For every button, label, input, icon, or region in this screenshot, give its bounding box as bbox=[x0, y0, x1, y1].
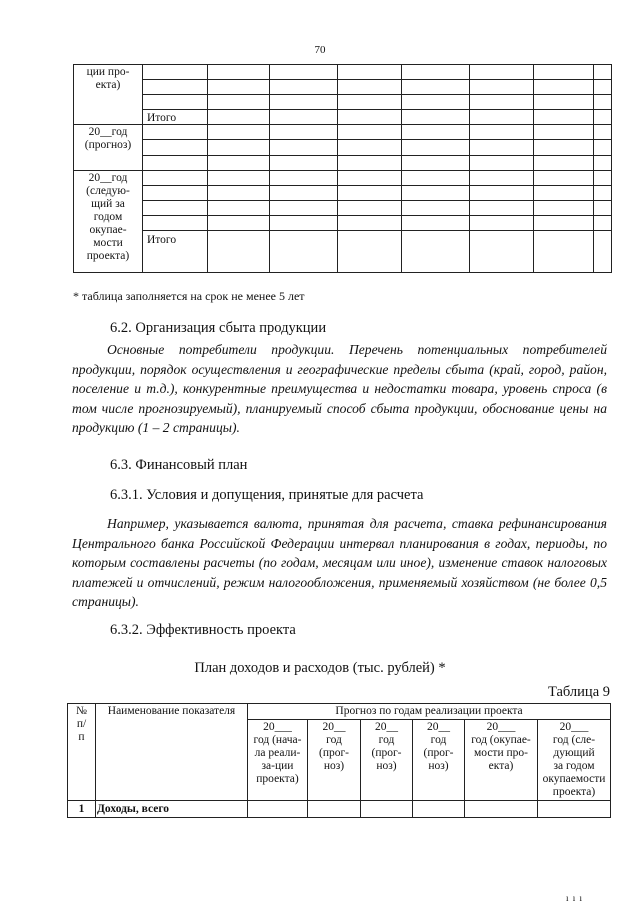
col-indicator-header: Наименование показателя bbox=[96, 704, 248, 801]
revenue-continuation-table bbox=[73, 64, 612, 273]
year-col-forecast: 20__ год (прог- ноз) bbox=[308, 720, 361, 801]
corner-mark: ı ı ı bbox=[566, 893, 584, 903]
total-label: Итого bbox=[143, 231, 208, 273]
table-label: Таблица 9 bbox=[547, 684, 610, 700]
section-6-2-text: Основные потребители продукции. Перечень потенциальных потребителей продукции, порядок осуществления и географические пределы сбыта (край, город, район, поселение и т.д.), конкурентные преимущества и недостатки товара, уровень спроса (в том числе прогнозируемый), планируемый способ сбыта продукции, обоснование цены на продукцию (1 – 2 страницы). bbox=[72, 342, 607, 435]
row-name: Доходы, всего bbox=[96, 801, 248, 818]
row-label-payback-year: 20__год (следую- щий за годом окупае- мости проекта) bbox=[74, 171, 143, 273]
year-col-start: 20___ год (нача- ла реали- за-ции проекта) bbox=[248, 720, 308, 801]
year-col-after-payback: 20___ год (сле- дующий за годом окупаемости проекта) bbox=[538, 720, 611, 801]
section-6-2-heading: 6.2. Организация сбыта продукции bbox=[110, 320, 327, 336]
forecast-header: Прогноз по годам реализации проекта bbox=[248, 704, 611, 720]
income-expense-table bbox=[67, 703, 611, 818]
row-label-forecast-year: 20__год (прогноз) bbox=[74, 125, 143, 171]
section-6-3-1-text: Например, указывается валюта, принятая для расчета, ставка рефинансирования Центрального банка Российской Федерации интервал планирования в годах, периоды, по которым составлены расчеты (по годам, месяцам или иное), изменение ставок налоговых платежей и отчислений, режим налогообложения, применяемый хозяйством (не более 0,5 страницы). bbox=[72, 516, 607, 609]
row-label-continuation: ции про- екта) bbox=[74, 65, 143, 125]
plan-title: План доходов и расходов (тыс. рублей) * bbox=[194, 660, 446, 676]
section-6-3-2-heading: 6.3.2. Эффективность проекта bbox=[110, 622, 296, 638]
col-number-header: № п/ п bbox=[68, 704, 96, 801]
table-row bbox=[68, 801, 611, 818]
year-col-forecast: 20__ год (прог- ноз) bbox=[361, 720, 413, 801]
section-6-3-heading: 6.3. Финансовый план bbox=[110, 457, 248, 473]
total-label: Итого bbox=[143, 110, 208, 125]
row-number: 1 bbox=[68, 801, 96, 818]
section-6-3-1-heading: 6.3.1. Условия и допущения, принятые для расчета bbox=[110, 487, 424, 503]
year-col-payback: 20___ год (окупае- мости про- екта) bbox=[465, 720, 538, 801]
year-col-forecast: 20__ год (прог- ноз) bbox=[413, 720, 465, 801]
page-number: 70 bbox=[314, 44, 326, 56]
table-footnote: * таблица заполняется на срок не менее 5 лет bbox=[73, 289, 305, 303]
